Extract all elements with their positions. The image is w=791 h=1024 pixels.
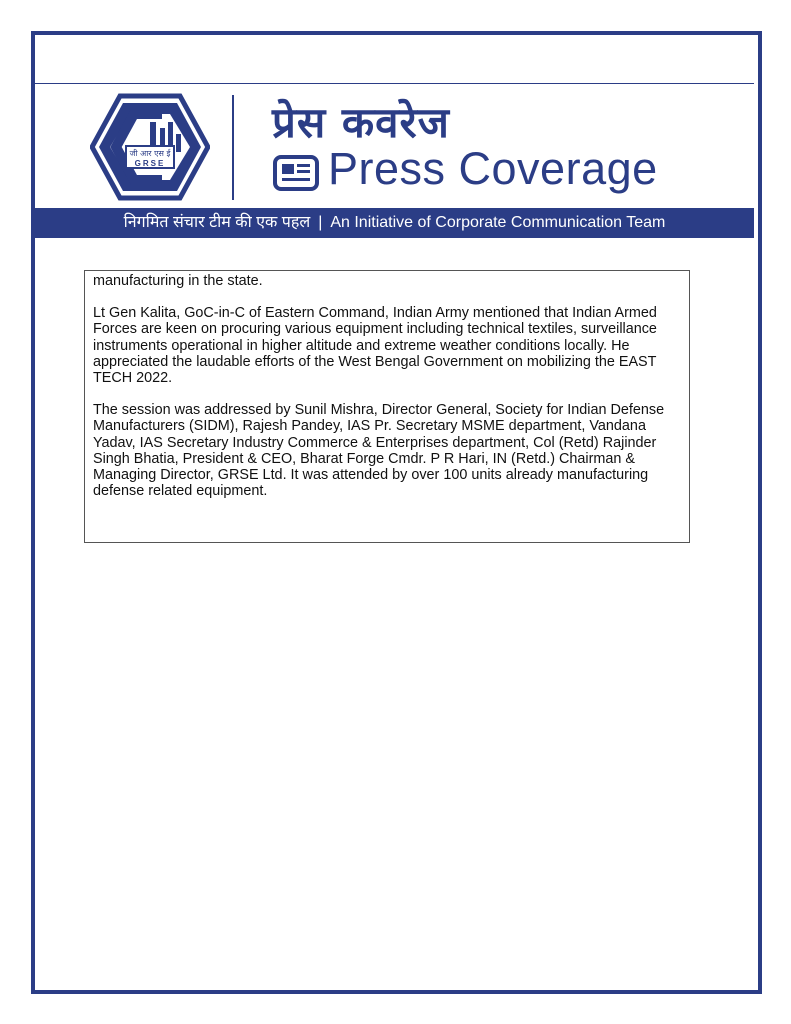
article-paragraph: Lt Gen Kalita, GoC-in-C of Eastern Command, Indian Army mentioned that Indian Armed Forces are keen on procuring various equipment including technical textiles, surveillance instruments operational in higher altitude and extreme weather conditions locally. He appreciated the laudable efforts of the West Bengal Government on mobilizing the EAST TECH 2022. [93, 305, 657, 387]
hindi-title: प्रेस कवरेज [272, 98, 450, 147]
newspaper-icon [273, 155, 319, 191]
banner [35, 208, 754, 238]
english-title: Press Coverage [328, 143, 658, 194]
logo-english-text: GRSE [134, 159, 166, 168]
banner-english-text: An Initiative of Corporate Communication Team [330, 214, 666, 231]
article-paragraph: The session was addressed by Sunil Mishra, Director General, Society for Indian Defense Manufacturers (SIDM), Rajesh Pandey, IAS Pr. Secretary MSME department, Vandana Yadav, IAS Secretary Industry Commerce & Enterprises department, Col (Retd) Rajinder Singh Bhatia, President & CEO, Bharat Forge Cmdr. P R Hari, IN (Retd.) Chairman & Managing Director, GRSE Ltd. It was attended by over 100 units already manufacturing defense related equipment. [93, 402, 665, 500]
banner-separator: | [318, 214, 323, 231]
header-top-rule [35, 83, 754, 84]
logo-hindi-text: जी आर एस ई [129, 149, 171, 158]
article-box [84, 270, 690, 543]
article-paragraph: manufacturing in the state. [93, 273, 263, 289]
banner-hindi-text: निगमित संचार टीम की एक पहल [123, 214, 311, 231]
grse-logo-icon [90, 92, 210, 202]
header-divider [232, 95, 234, 200]
